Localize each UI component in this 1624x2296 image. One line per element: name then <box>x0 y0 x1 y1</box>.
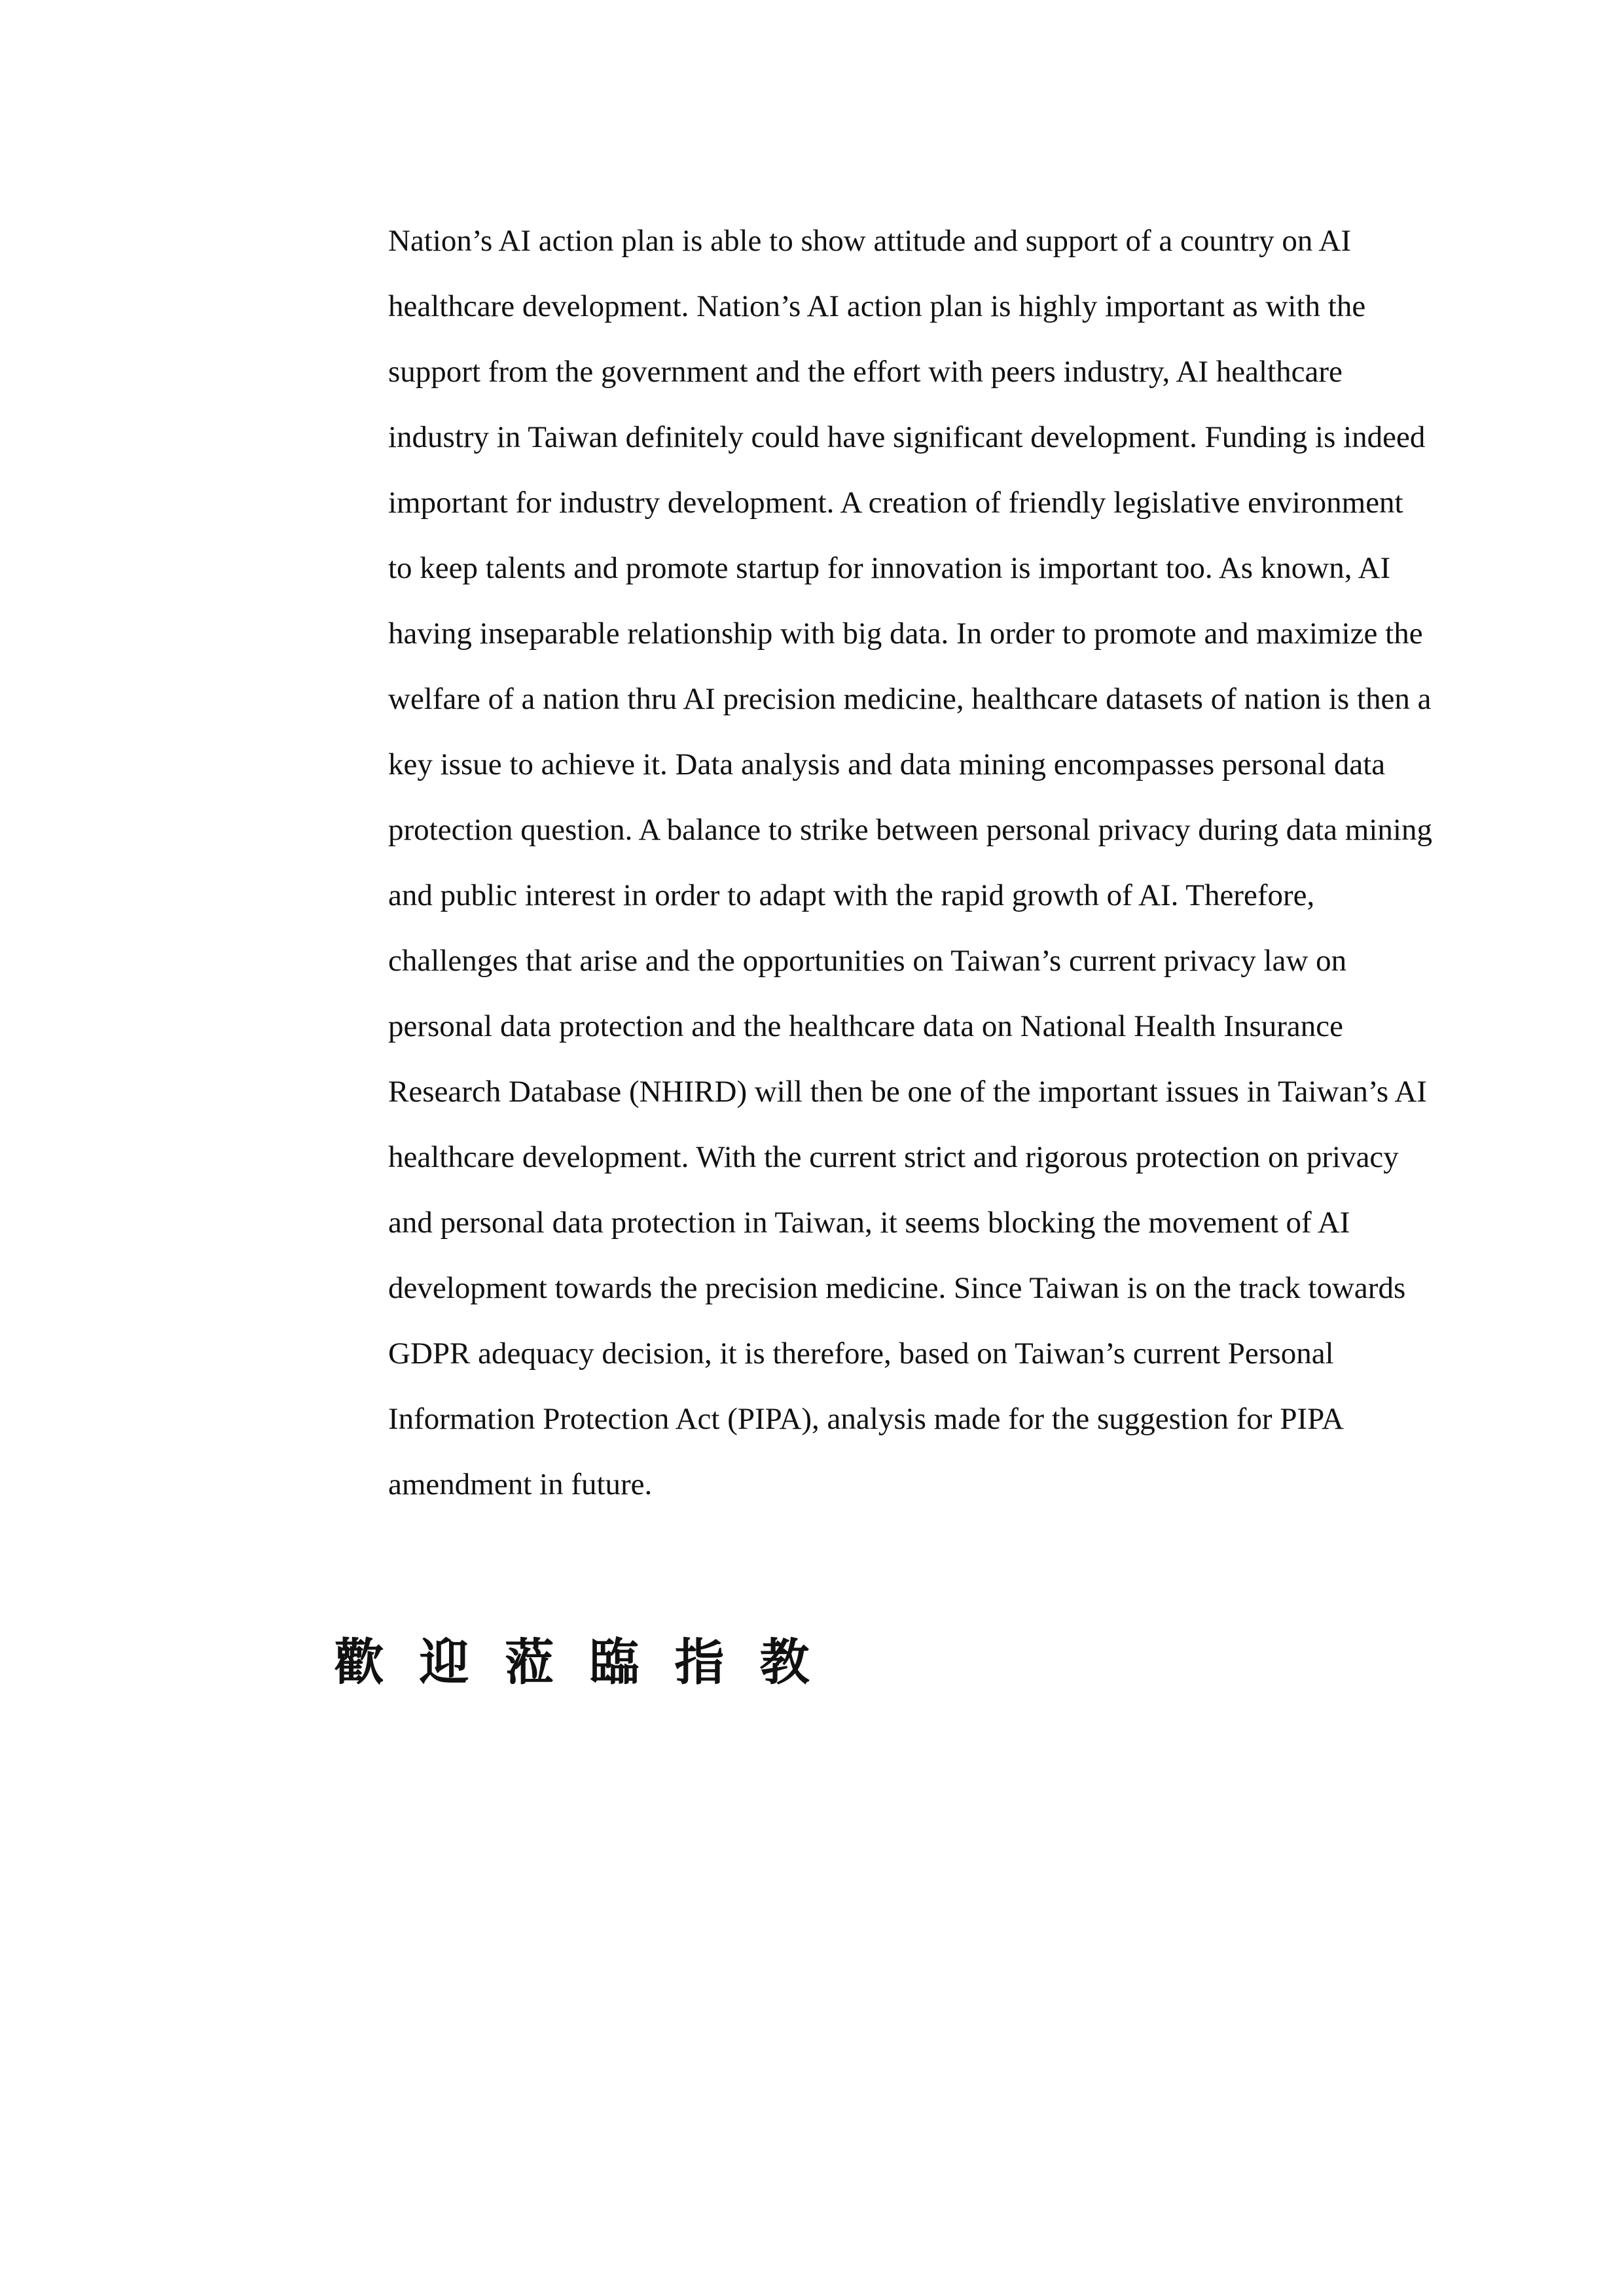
paragraph-line: development towards the precision medicine. Since Taiwan is on the track towards <box>388 1271 1406 1305</box>
paragraph-line: having inseparable relationship with big data. In order to promote and maximize the <box>388 617 1423 651</box>
paragraph-line: Nation’s AI action plan is able to show attitude and support of a country on AI <box>388 224 1352 258</box>
paragraph-line: amendment in future. <box>388 1467 653 1501</box>
paragraph-line: and public interest in order to adapt with the rapid growth of AI. Therefore, <box>388 878 1315 912</box>
paragraph-line: protection question. A balance to strike between personal privacy during data mining <box>388 813 1432 847</box>
paragraph-line: and personal data protection in Taiwan, it seems blocking the movement of AI <box>388 1206 1350 1240</box>
paragraph-line: key issue to achieve it. Data analysis and data mining encompasses personal data <box>388 747 1386 781</box>
paragraph-line: healthcare development. With the current strict and rigorous protection on privacy <box>388 1140 1399 1174</box>
paragraph-line: to keep talents and promote startup for innovation is important too. As known, AI <box>388 551 1391 585</box>
abstract-paragraph <box>388 208 1514 1517</box>
paragraph-line: industry in Taiwan definitely could have significant development. Funding is indeed <box>388 420 1426 454</box>
paragraph-line: welfare of a nation thru AI precision medicine, healthcare datasets of nation is then a <box>388 682 1432 716</box>
paragraph-line: healthcare development. Nation’s AI action plan is highly important as with the <box>388 289 1366 323</box>
paragraph-line: GDPR adequacy decision, it is therefore, based on Taiwan’s current Personal <box>388 1336 1334 1371</box>
paragraph-line: important for industry development. A creation of friendly legislative environment <box>388 486 1403 520</box>
paragraph-line: personal data protection and the healthcare data on National Health Insurance <box>388 1009 1343 1043</box>
paragraph-line: support from the government and the effort with peers industry, AI healthcare <box>388 355 1343 389</box>
closing-remark: 歡迎蒞臨指教 <box>334 1633 845 1691</box>
paragraph-line: Information Protection Act (PIPA), analysis made for the suggestion for PIPA <box>388 1402 1344 1436</box>
paragraph-line: challenges that arise and the opportunities on Taiwan’s current privacy law on <box>388 944 1347 978</box>
paragraph-line: Research Database (NHIRD) will then be one of the important issues in Taiwan’s AI <box>388 1075 1427 1109</box>
